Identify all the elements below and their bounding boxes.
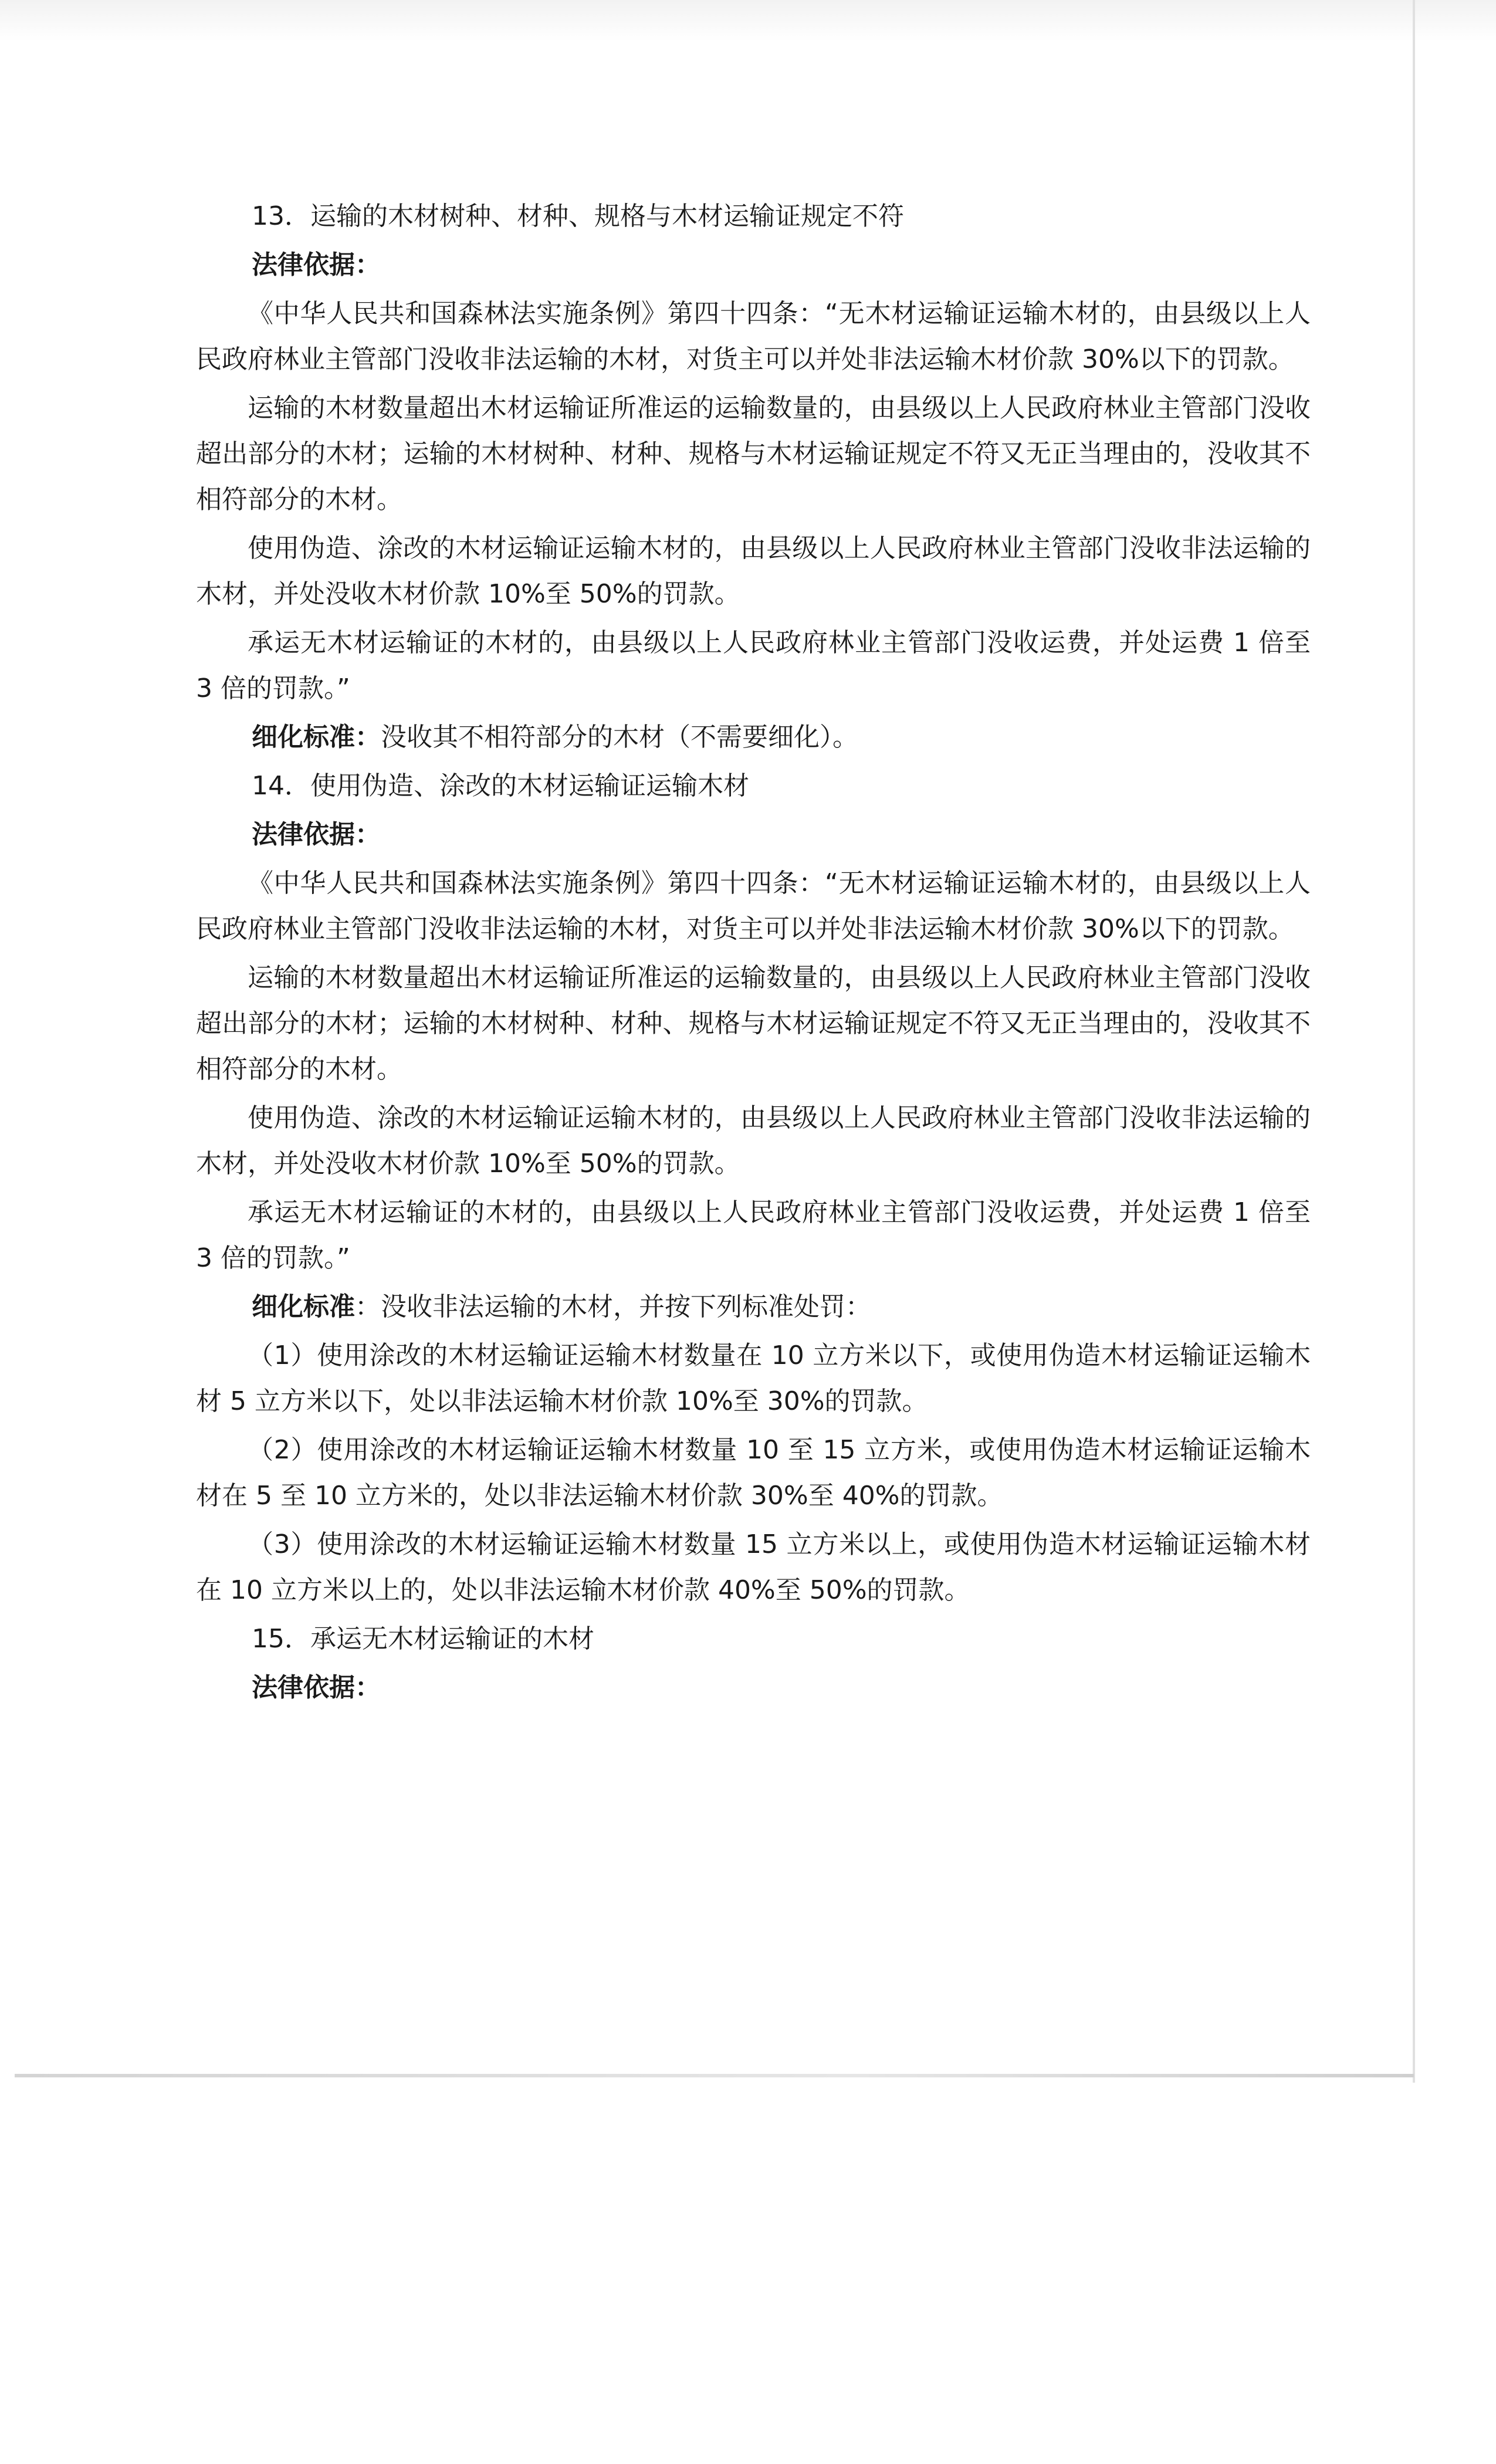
law-paragraph: 《中华人民共和国森林法实施条例》第四十四条：“无木材运输证运输木材的，由县级以上人民政府林业主管部门没收非法运输的木材，对货主可以并处非法运输木材价款 30%以下的罚款。: [196, 299, 1311, 374]
standard-text: ：没收非法运输的木材，并按下列标准处罚：: [355, 1292, 871, 1322]
item-14: [196, 763, 1311, 1613]
standard-line: [196, 715, 1311, 760]
law-paragraph: 承运无木材运输证的木材的，由县级以上人民政府林业主管部门没收运费，并处运费 1 倍至 3 倍的罚款。”: [196, 628, 1311, 703]
standard-text: 没收其不相符部分的木材（不需要细化）。: [381, 722, 858, 752]
law-paragraph: 使用伪造、涂改的木材运输证运输木材的，由县级以上人民政府林业主管部门没收非法运输的木材，并处没收木材价款 10%至 50%的罚款。: [196, 1103, 1311, 1179]
basis-label: 法律依据：: [252, 820, 381, 849]
standard-label: 细化标准：: [252, 722, 381, 752]
standard-line: [196, 1284, 1311, 1330]
item-heading: 15．承运无木材运输证的木材: [252, 1624, 594, 1654]
criteria-item: （3）使用涂改的木材运输证运输木材数量 15 立方米以上，或使用伪造木材运输证运输木材在 10 立方米以上的，处以非法运输木材价款 40%至 50%的罚款。: [196, 1529, 1311, 1605]
scan-edge-right: [1413, 0, 1415, 2083]
law-paragraph: 使用伪造、涂改的木材运输证运输木材的，由县级以上人民政府林业主管部门没收非法运输的木材，并处没收木材价款 10%至 50%的罚款。: [196, 533, 1311, 609]
item-heading: 14．使用伪造、涂改的木材运输证运输木材: [252, 771, 749, 801]
item-heading: 13．运输的木材树种、材种、规格与木材运输证规定不符: [252, 201, 904, 231]
scan-shadow-top: [0, 0, 1496, 41]
law-paragraph: 运输的木材数量超出木材运输证所准运的运输数量的，由县级以上人民政府林业主管部门没收超出部分的木材；运输的木材树种、材种、规格与木材运输证规定不符又无正当理由的，没收其不相符部分的木材。: [196, 393, 1311, 515]
law-paragraph: 《中华人民共和国森林法实施条例》第四十四条：“无木材运输证运输木材的，由县级以上人民政府林业主管部门没收非法运输的木材，对货主可以并处非法运输木材价款 30%以下的罚款。: [196, 868, 1311, 944]
criteria-item: （2）使用涂改的木材运输证运输木材数量 10 至 15 立方米，或使用伪造木材运输证运输木材在 5 至 10 立方米的，处以非法运输木材价款 30%至 40%的罚款。: [196, 1435, 1311, 1511]
law-paragraph: 运输的木材数量超出木材运输证所准运的运输数量的，由县级以上人民政府林业主管部门没收超出部分的木材；运输的木材树种、材种、规格与木材运输证规定不符又无正当理由的，没收其不相符部分的木材。: [196, 963, 1311, 1084]
item-13: [196, 194, 1311, 760]
scan-edge-bottom: [15, 2074, 1414, 2077]
item-15: [196, 1616, 1311, 1711]
law-paragraph: 承运无木材运输证的木材的，由县级以上人民政府林业主管部门没收运费，并处运费 1 倍至 3 倍的罚款。”: [196, 1197, 1311, 1273]
criteria-item: （1）使用涂改的木材运输证运输木材数量在 10 立方米以下，或使用伪造木材运输证运输木材 5 立方米以下，处以非法运输木材价款 10%至 30%的罚款。: [196, 1341, 1311, 1416]
basis-label: 法律依据：: [252, 1673, 381, 1703]
basis-label: 法律依据：: [252, 250, 381, 280]
standard-label: 细化标准: [252, 1292, 355, 1322]
document-body: [196, 194, 1311, 1714]
